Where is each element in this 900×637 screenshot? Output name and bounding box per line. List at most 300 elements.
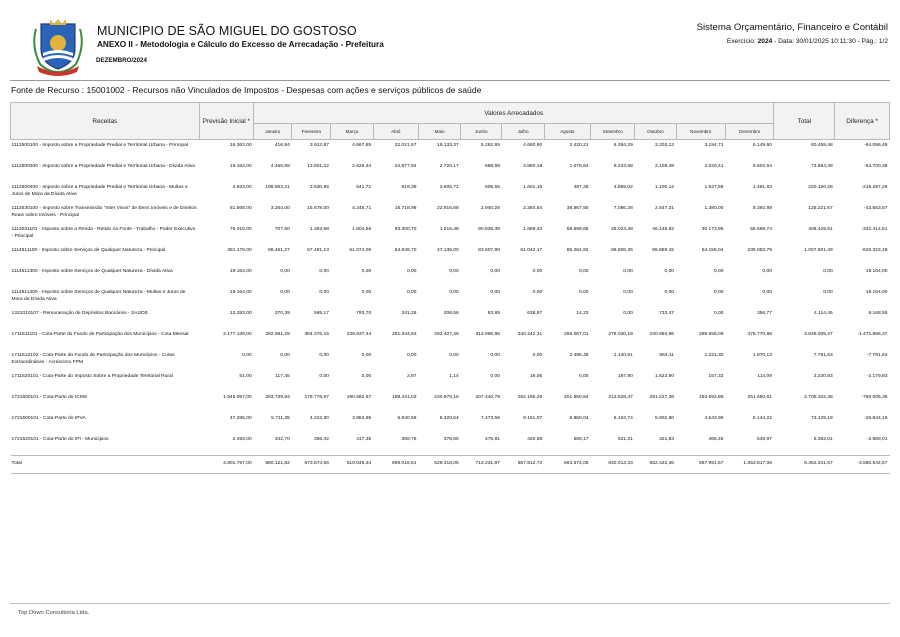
month-value-cell: 487,26 [573, 185, 589, 190]
footer-company: Top Down Consultoria Ltda. [18, 610, 90, 616]
month-value-cell: 157,32 [708, 374, 724, 379]
forecast-cell: 4.801.797,00 [199, 456, 254, 474]
month-header-cell: Fevereiro [292, 124, 331, 140]
month-value-cell: 0,00 [532, 353, 543, 358]
month-value-cell: 476.770,98 [747, 332, 772, 337]
total-row [11, 456, 890, 474]
month-value-cell: 3.912,87 [309, 143, 329, 148]
month-value-cell: 199.853,21 [265, 185, 290, 190]
revenue-name-cell: 1112500300 - Imposto sobre a Propriedade Predial e Territorial Urbana - Dívida Ativa [11, 164, 195, 169]
month-value-cell: 652.422,46 [635, 456, 676, 474]
footer-divider [10, 603, 890, 604]
forecast-cell: 19.164,00 [229, 290, 252, 295]
month-value-cell: 5.149,60 [752, 143, 772, 148]
total-cell: 4.114,45 [814, 311, 833, 316]
month-header-cell: Abril [373, 124, 418, 140]
month-value-cell: 197,90 [617, 374, 633, 379]
total-cell: 0,00 [823, 269, 833, 274]
month-value-cell: 114,09 [757, 374, 772, 379]
month-value-cell: 1.601,15 [523, 185, 543, 190]
total-cell: 408.429,51 [808, 227, 833, 232]
month-value-cell: 475,81 [484, 437, 500, 442]
month-value-cell: 54.155,04 [701, 248, 724, 253]
month-value-cell: 2.384,64 [523, 206, 543, 211]
month-value-cell: 9.151,07 [523, 416, 543, 421]
month-value-cell: 421,83 [659, 437, 675, 442]
total-cell: 2.705.102,38 [804, 395, 833, 400]
month-value-cell: 4.543,96 [704, 416, 724, 421]
revenue-name-cell: 1112500100 - Imposto sobre a Propriedade Predial e Territorial Urbana - Principal [11, 143, 188, 148]
month-value-cell: 0,00 [664, 269, 675, 274]
col-header-valores: Valores Arrecadados [254, 103, 774, 124]
month-value-cell: 3.853,95 [352, 416, 372, 421]
col-header-diferenca: Diferença * [835, 103, 890, 140]
month-value-cell: 0,00 [280, 290, 290, 295]
month-value-cell: 384.376,15 [304, 332, 329, 337]
forecast-cell: 47.285,00 [229, 416, 252, 421]
month-value-cell: 0,00 [579, 374, 589, 379]
month-value-cell: 0,00 [319, 290, 329, 295]
month-value-cell: 3.264,00 [270, 206, 290, 211]
difference-cell: -43.653,67 [864, 206, 888, 211]
month-value-cell: 370,39 [274, 311, 290, 316]
month-value-cell: 621,31 [617, 437, 633, 442]
month-value-cell: 0,00 [406, 353, 417, 358]
month-value-cell: 64.849,70 [394, 248, 417, 253]
header-divider [10, 80, 890, 81]
month-value-cell: 342,70 [274, 437, 290, 442]
col-header-previsao: Previsão Inicial * [199, 103, 254, 140]
month-value-cell: 0,00 [319, 269, 329, 274]
table-row [11, 392, 890, 413]
resource-source-title: Fonte de Recurso : 15001002 - Recursos não Vinculados de Impostos - Despesas com ações e serviços públicos de saúde [11, 85, 482, 95]
month-value-cell: 8.320,64 [439, 416, 459, 421]
month-value-cell: 0,00 [406, 290, 417, 295]
month-value-cell: 0,00 [280, 353, 290, 358]
month-value-cell: 178.776,67 [304, 395, 329, 400]
exercise-label: Exercício: [726, 38, 758, 45]
difference-cell: 19.164,00 [865, 269, 888, 274]
month-header-cell: Março [331, 124, 373, 140]
month-value-cell: 239.637,44 [346, 332, 372, 337]
revenue-name-cell: 1321010107 - Remuneração de Depósitos Bancários - SAÚDE [11, 311, 148, 316]
difference-cell: 19.164,00 [865, 290, 888, 295]
month-value-cell: 9.223,68 [613, 164, 633, 169]
forecast-cell: 16.362,00 [229, 143, 252, 148]
month-value-cell: 1.623,90 [654, 374, 675, 379]
month-value-cell: 201.950,54 [564, 395, 589, 400]
total-cell: 73.129,19 [810, 416, 833, 421]
total-cell: 0,00 [823, 290, 833, 295]
report-date-page: - Data: 30/01/2025 10:11:30 - Pág.: 1/2 [772, 38, 888, 45]
month-value-cell: 2.420,21 [569, 143, 589, 148]
month-value-cell: 59.698,68 [566, 227, 589, 232]
revenue-name-cell: 1114511100 - Imposto sobre Serviços de Qualquer Natureza - Principal [11, 248, 166, 253]
month-value-cell: 1.078,64 [569, 164, 589, 169]
revenue-table-body [11, 140, 890, 474]
month-value-cell: 22.915,68 [436, 206, 459, 211]
month-value-cell: 1.516,48 [439, 227, 459, 232]
month-value-cell: 341,28 [401, 311, 417, 316]
month-header-cell: Setembro [591, 124, 635, 140]
month-value-cell: 291.227,38 [649, 395, 675, 400]
month-value-cell: 190.582,67 [346, 395, 372, 400]
month-value-cell: 638,97 [527, 311, 543, 316]
month-value-cell: 5.144,22 [752, 416, 772, 421]
forecast-cell: 19.164,00 [229, 164, 252, 169]
month-header-cell: Maio [419, 124, 461, 140]
revenue-name-cell: 1112530100 - Imposto sobre Transmissão "Inter Vivos" de Bens Imóveis e de Direitos Reais sobre Imóveis - Principal [11, 206, 197, 218]
month-value-cell: 3.530,95 [309, 185, 329, 190]
month-value-cell: 90.635,39 [478, 227, 500, 232]
revenue-name-cell: 1711512102 - Cota-Parte do Fundo de Participação dos Municípios - Cotas Extraordinárias - Acréscimo FPM [11, 353, 175, 365]
table-row [11, 140, 890, 162]
month-value-cell: 356,77 [756, 311, 772, 316]
month-value-cell: 2.020,41 [704, 164, 724, 169]
month-value-cell: 4.245,71 [352, 206, 372, 211]
month-value-cell: 5.902,80 [654, 416, 675, 421]
report-period: DEZEMBRO/2024 [96, 57, 147, 64]
month-value-cell: 417,35 [356, 437, 372, 442]
revenue-name-cell: 1114511300 - Imposto sobre Serviços de Qualquer Natureza - Dívida Ativa [11, 269, 173, 274]
table-row [11, 371, 890, 392]
revenue-name-cell: 1113031101 - Imposto sobre a Renda - Retido na Fonte - Trabalho - Poder Executivo - Principal [11, 227, 196, 239]
total-cell: 125.221,67 [808, 206, 833, 211]
month-value-cell: 47.136,00 [436, 248, 459, 253]
month-value-cell: 117,45 [275, 374, 290, 379]
month-value-cell: 0,00 [361, 269, 372, 274]
total-cell: 3.649.005,37 [804, 332, 833, 337]
month-value-cell: 46.145,82 [652, 227, 675, 232]
month-value-cell: 93.300,70 [394, 227, 417, 232]
month-value-cell: 541,71 [356, 185, 372, 190]
month-value-cell: 24.877,94 [394, 164, 417, 169]
month-value-cell: 6.394,29 [613, 143, 633, 148]
month-value-cell: 7.086,28 [613, 206, 633, 211]
month-value-cell: 8.392,89 [752, 206, 772, 211]
month-value-cell: 25.023,48 [611, 227, 633, 232]
month-value-cell: 0,00 [280, 269, 290, 274]
revenue-name-cell: Total [11, 456, 200, 474]
month-value-cell: 2,97 [406, 374, 417, 379]
month-value-cell: 83.607,90 [478, 248, 500, 253]
month-value-cell: 61.042,17 [520, 248, 543, 253]
month-value-cell: 88.461,27 [268, 248, 290, 253]
total-cell: 80.458,48 [810, 143, 833, 148]
report-meta [697, 38, 888, 45]
month-value-cell: 733,47 [659, 311, 675, 316]
month-value-cell: 230.975,16 [434, 395, 459, 400]
month-value-cell: 919,39 [401, 185, 417, 190]
system-name: Sistema Orçamentário, Financeiro e Contábil [696, 22, 888, 33]
month-value-cell: 565,17 [313, 311, 329, 316]
month-value-cell: 1,14 [449, 374, 459, 379]
month-value-cell: 0,00 [361, 353, 372, 358]
municipal-crest-logo [28, 16, 88, 76]
month-value-cell: 15.678,00 [307, 206, 329, 211]
month-value-cell: 2.108,49 [654, 164, 675, 169]
month-value-cell: 954,11 [659, 353, 675, 358]
report-header-right [697, 22, 888, 45]
total-cell: 8.362.341,67 [774, 456, 835, 474]
month-value-cell: 420,58 [527, 437, 543, 442]
total-cell: 220.120,28 [808, 185, 833, 190]
month-value-cell: 193.592,86 [699, 395, 724, 400]
total-cell: 1.007.501,49 [804, 248, 833, 253]
month-value-cell: 22.021,67 [394, 143, 417, 148]
month-value-cell: 38.667,90 [566, 206, 589, 211]
difference-cell: -2.889,01 [866, 437, 888, 442]
month-value-cell: 0,00 [319, 353, 329, 358]
table-row [11, 308, 890, 329]
table-row [11, 413, 890, 434]
month-value-cell: 0,00 [713, 311, 724, 316]
month-value-cell: 2.940,28 [480, 206, 500, 211]
month-value-cell: 0,00 [449, 269, 459, 274]
month-value-cell: 239.053,79 [747, 248, 772, 253]
month-value-cell: 1.689,43 [523, 227, 543, 232]
month-value-cell: 19.133,37 [436, 143, 459, 148]
month-value-cell: 0,00 [449, 290, 459, 295]
month-value-cell: 2.626,34 [352, 164, 372, 169]
exercise-year: 2024 [757, 38, 773, 45]
month-value-cell: 0,00 [406, 269, 417, 274]
month-value-cell: 3.606,71 [439, 185, 459, 190]
forecast-cell: 2.177.139,00 [223, 332, 252, 337]
month-value-cell: 5.840,56 [397, 416, 417, 421]
revenue-name-cell: 1721520101 - Cota-Parte do IPI - Municípios [11, 437, 109, 442]
difference-cell: -7.781,63 [866, 353, 888, 358]
month-value-cell: 0,00 [490, 290, 500, 295]
month-value-cell: 3.203,12 [654, 143, 675, 148]
difference-cell: 9.168,55 [868, 311, 888, 316]
difference-cell: -332.414,51 [861, 227, 888, 232]
revenue-name-cell: 1114511400 - Imposto sobre Serviços de Qualquer Natureza - Multas e Juros de Mora da Dívida Ativa [11, 290, 186, 302]
month-value-cell: 207.440,79 [475, 395, 500, 400]
month-value-cell: 230.894,96 [649, 332, 675, 337]
forecast-cell: 0,00 [242, 353, 252, 358]
month-value-cell: 65.559,15 [652, 248, 675, 253]
revenue-table [10, 102, 890, 474]
month-value-cell: 276.030,19 [608, 332, 633, 337]
report-header-left [97, 24, 384, 49]
month-value-cell: 3.194,71 [704, 143, 724, 148]
col-header-receitas: Receitas [11, 103, 200, 140]
month-value-cell: 416,94 [274, 143, 290, 148]
table-row [11, 434, 890, 456]
month-value-cell: 251.344,63 [392, 332, 417, 337]
month-value-cell: 0,00 [579, 290, 589, 295]
month-value-cell: 1.221,30 [704, 353, 724, 358]
month-value-cell: 85.264,92 [566, 248, 589, 253]
month-value-cell: 293.739,94 [265, 395, 290, 400]
month-value-cell: 6.602,64 [752, 164, 772, 169]
month-value-cell: 1.053.817,06 [725, 456, 773, 474]
month-value-cell: 0,00 [490, 374, 500, 379]
month-value-cell: 880.121,82 [254, 456, 292, 474]
difference-cell: -64.096,48 [864, 143, 888, 148]
month-value-cell: 1.491,63 [752, 185, 772, 190]
month-value-cell: 1.604,56 [352, 227, 372, 232]
month-value-cell: 206,56 [443, 311, 459, 316]
month-value-cell: 4.855,02 [613, 185, 633, 190]
month-value-cell: 510.045,34 [331, 456, 373, 474]
month-value-cell: 664.574,08 [544, 456, 590, 474]
month-value-cell: 549,97 [756, 437, 772, 442]
difference-cell: -54.700,38 [864, 164, 888, 169]
month-value-cell: 16,06 [529, 374, 543, 379]
month-value-cell: 0,00 [319, 374, 329, 379]
month-value-cell: 1.380,00 [704, 206, 724, 211]
revenue-name-cell: 1711520101 - Cota-Parte do Imposto Sobre a Propriedade Territorial Rural [11, 374, 173, 379]
month-header-cell: Outubro [635, 124, 676, 140]
month-value-cell: 0,00 [361, 290, 372, 295]
month-value-cell: 0,00 [623, 311, 633, 316]
difference-cell: -1.471.866,37 [857, 332, 888, 337]
month-value-cell: 2.495,48 [569, 353, 589, 358]
month-value-cell: 1.527,58 [704, 185, 724, 190]
annex-title: ANEXO II - Metodologia e Cálculo do Excesso de Arrecadação - Prefeitura [97, 40, 384, 49]
month-value-cell: 251.650,61 [747, 395, 772, 400]
month-value-cell: 1.100,12 [654, 185, 675, 190]
month-value-cell: 1.140,61 [613, 353, 633, 358]
month-value-cell: 5.262,95 [480, 143, 500, 148]
month-value-cell: 313.996,86 [475, 332, 500, 337]
month-value-cell: 0,00 [490, 269, 500, 274]
month-value-cell: 61.074,06 [349, 248, 372, 253]
total-cell: 73.864,38 [810, 164, 833, 169]
revenue-name-cell: 1711511101 - Cota-Parte do Fundo de Participação dos Municípios - Cota Mensal [11, 332, 189, 337]
month-value-cell: 673.874,56 [292, 456, 331, 474]
month-value-cell: 0,00 [623, 269, 633, 274]
month-value-cell: 262.195,26 [517, 395, 543, 400]
month-value-cell: 629.318,05 [419, 456, 461, 474]
difference-cell: -760.005,38 [861, 395, 888, 400]
month-value-cell: 2.720,17 [439, 164, 459, 169]
month-value-cell: 340.242,31 [517, 332, 543, 337]
month-value-cell: 56.569,74 [750, 227, 772, 232]
month-value-cell: 5.711,35 [271, 416, 290, 421]
month-value-cell: 189.441,03 [392, 395, 417, 400]
month-value-cell: 13.601,22 [307, 164, 329, 169]
month-value-cell: 0,00 [713, 269, 724, 274]
month-value-cell: 669.018,61 [373, 456, 418, 474]
month-value-cell: 0,00 [762, 269, 772, 274]
month-value-cell: 4.680,90 [523, 143, 543, 148]
month-value-cell: 378,66 [443, 437, 459, 442]
revenue-name-cell: 1721500101 - Cota-Parte do ICMS [11, 395, 88, 400]
month-value-cell: 2.547,31 [654, 206, 675, 211]
forecast-cell: 76.015,00 [229, 227, 252, 232]
forecast-cell: 2.493,00 [232, 437, 252, 442]
difference-cell: -25.844,19 [864, 416, 888, 421]
forecast-cell: 81.568,00 [229, 206, 252, 211]
difference-cell: -2.179,83 [866, 374, 888, 379]
month-value-cell: 1.363,68 [309, 227, 329, 232]
month-value-cell: 0,00 [664, 290, 675, 295]
month-value-cell: 0,00 [449, 353, 459, 358]
table-row [11, 224, 890, 245]
month-value-cell: 0,00 [532, 290, 543, 295]
table-row [11, 245, 890, 266]
month-value-cell: 282.681,29 [265, 332, 290, 337]
month-value-cell: 4.667,85 [352, 143, 372, 148]
table-row [11, 350, 890, 371]
month-value-cell: 0,00 [713, 290, 724, 295]
table-row [11, 182, 890, 203]
month-value-cell: 0,00 [762, 290, 772, 295]
difference-cell: -3.560.544,67 [835, 456, 890, 474]
forecast-cell: 1.945.097,00 [223, 395, 252, 400]
month-value-cell: 569,17 [573, 437, 589, 442]
month-value-cell: 15.718,98 [394, 206, 417, 211]
difference-cell: -216.287,28 [861, 185, 888, 190]
month-value-cell: 359,76 [401, 437, 417, 442]
month-header-cell: Janeiro [254, 124, 292, 140]
month-header-cell: Novembro [676, 124, 725, 140]
month-value-cell: 0,00 [532, 269, 543, 274]
month-value-cell: 0,00 [361, 374, 372, 379]
month-value-cell: 640.013,33 [591, 456, 635, 474]
month-value-cell: 707,60 [274, 227, 290, 232]
month-value-cell: 1.970,13 [752, 353, 772, 358]
month-value-cell: 30.173,95 [701, 227, 724, 232]
month-value-cell: 93,89 [487, 311, 500, 316]
table-row [11, 329, 890, 350]
month-value-cell: 605,55 [484, 185, 500, 190]
table-row [11, 161, 890, 182]
table-row [11, 203, 890, 224]
month-value-cell: 0,00 [490, 353, 500, 358]
month-value-cell: 3.850,18 [523, 164, 543, 169]
month-value-cell: 713.231,97 [461, 456, 502, 474]
month-header-cell: Julho [502, 124, 544, 140]
forecast-cell: 381.179,00 [227, 248, 252, 253]
month-value-cell: 356,42 [313, 437, 329, 442]
month-value-cell: 0,00 [579, 269, 589, 274]
municipality-name: MUNICIPIO DE SÃO MIGUEL DO GOSTOSO [97, 24, 357, 38]
month-value-cell: 4.455,68 [270, 164, 290, 169]
month-header-cell: Dezembro [725, 124, 773, 140]
month-value-cell: 7.473,56 [480, 416, 500, 421]
month-value-cell: 295.556,09 [699, 332, 724, 337]
month-value-cell: 468,45 [708, 437, 724, 442]
month-value-cell: 0,00 [623, 290, 633, 295]
month-value-cell: 6.860,04 [569, 416, 589, 421]
forecast-cell: 13.283,00 [229, 311, 252, 316]
revenue-name-cell: 1721500101 - Cota-Parte do IPVA [11, 416, 86, 421]
table-row [11, 266, 890, 287]
month-value-cell: 89.806,36 [611, 248, 633, 253]
month-value-cell: 793,70 [356, 311, 372, 316]
total-cell: 2.230,83 [813, 374, 833, 379]
month-value-cell: 4.222,30 [309, 416, 329, 421]
forecast-cell: 51,00 [239, 374, 252, 379]
month-value-cell: 265.067,01 [564, 332, 589, 337]
month-value-cell: 687.812,72 [502, 456, 544, 474]
month-value-cell: 67.491,13 [307, 248, 329, 253]
month-value-cell: 213.529,47 [608, 395, 633, 400]
total-cell: 7.781,63 [813, 353, 833, 358]
table-row [11, 287, 890, 308]
month-header-cell: Agosto [544, 124, 590, 140]
forecast-cell: 3.833,00 [232, 185, 252, 190]
month-value-cell: 14,23 [576, 311, 589, 316]
col-header-total: Total [774, 103, 835, 140]
difference-cell: -626.322,49 [861, 248, 888, 253]
revenue-name-cell: 1112500400 - Imposto sobre a Propriedade Predial e Territorial Urbana - Multas e Juros de Mora da Dívida Ativa [11, 185, 188, 197]
month-value-cell: 292.407,46 [434, 332, 459, 337]
